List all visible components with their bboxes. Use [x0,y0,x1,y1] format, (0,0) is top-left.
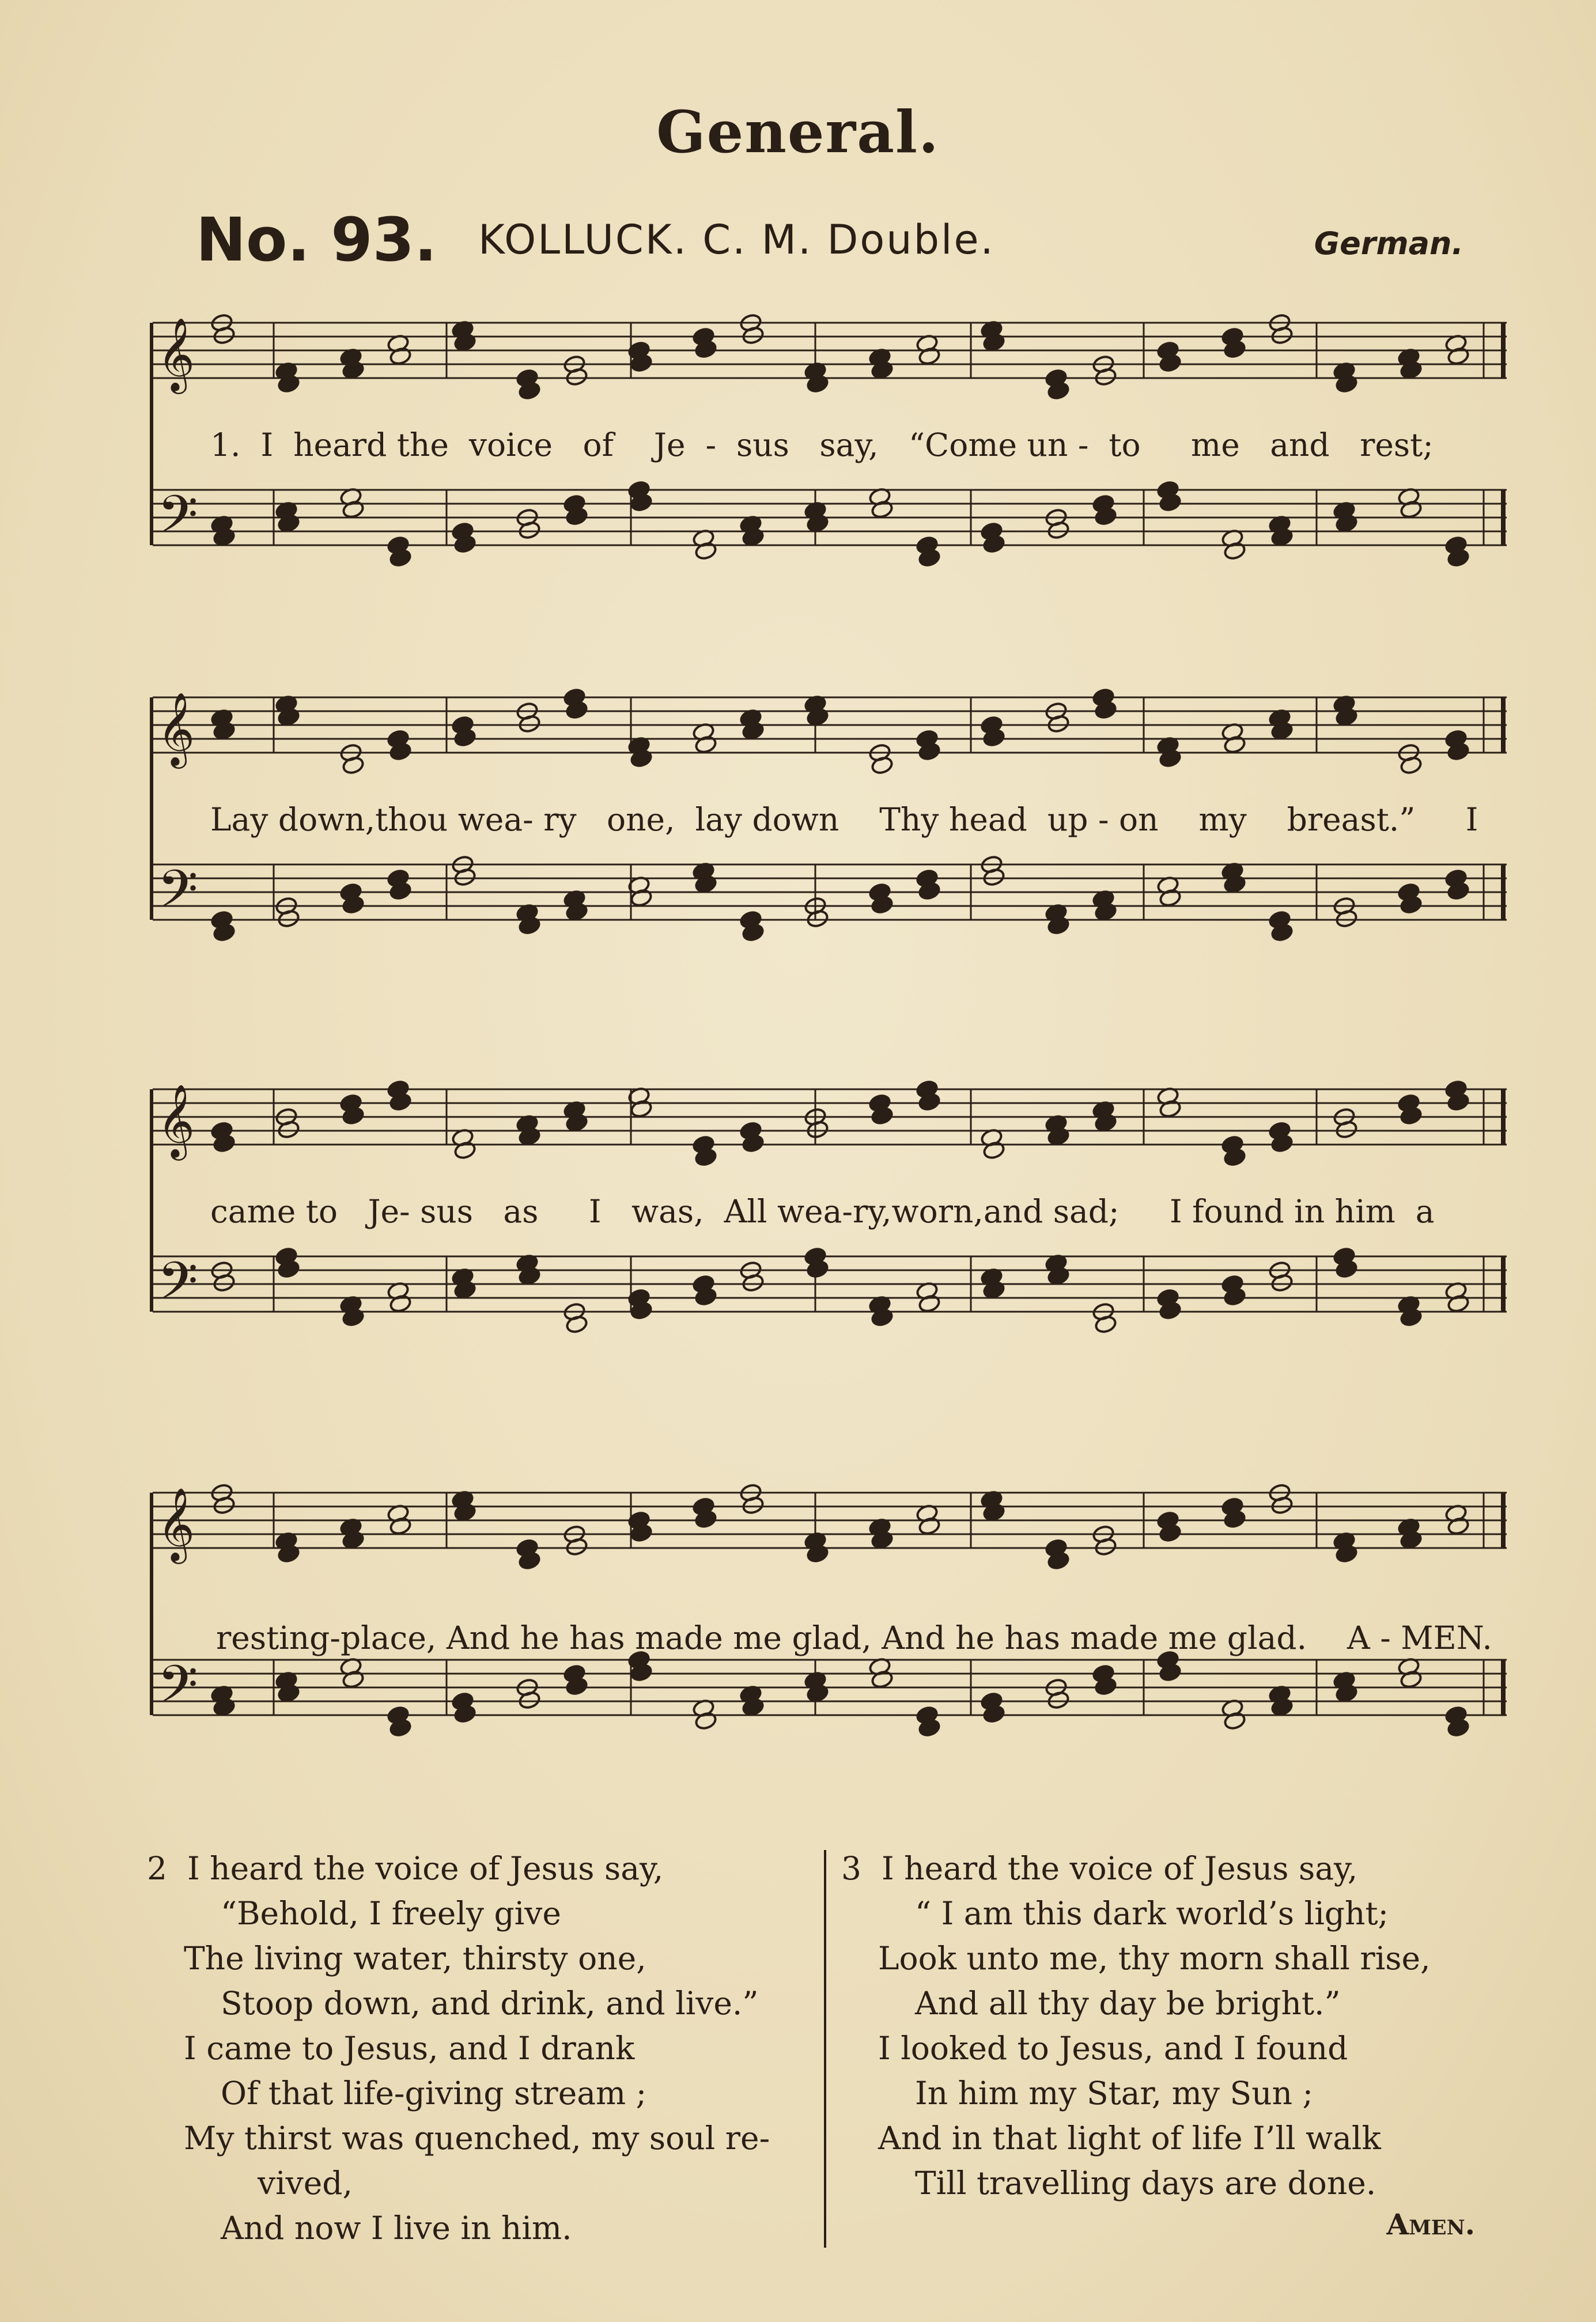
final-bar [1501,1256,1506,1312]
final-bar [1501,1660,1506,1715]
verse-number: 2 [147,1850,167,1887]
treble-clef-icon: 𝄞 [157,1083,195,1157]
final-bar [1501,323,1506,378]
treble-staff [153,1079,1507,1167]
column-divider [824,1850,826,2248]
bass-clef-icon: 𝄢 [157,859,198,932]
bass-staff [153,1650,1507,1738]
tune-source: German. [1314,225,1463,262]
lyric-line-2: Lay down,thou wea- ry one, lay down Thy head up - on my breast.” I [210,801,1478,838]
final-bar [1501,1089,1506,1145]
tune-name: KOLLUCK. C. M. Double. [478,216,995,263]
final-bar [1501,490,1506,545]
verse-line: I heard the voice of Jesus say, [187,1850,664,1887]
verse-line: I heard the voice of Jesus say, [881,1850,1358,1887]
verse-line: Stoop down, and drink, and live.” [221,1985,759,2022]
bass-staff [153,855,1507,942]
treble-clef-icon: 𝄞 [157,317,195,391]
bass-clef-icon: 𝄢 [157,1654,198,1728]
bass-clef-icon: 𝄢 [157,1251,198,1324]
bass-staff [153,480,1507,568]
music-system-1 [141,300,1518,645]
verse-line: My thirst was quenched, my soul re- [184,2120,770,2157]
treble-clef-icon: 𝄞 [157,692,195,765]
verse-line: Till travelling days are done. [915,2165,1376,2202]
section-heading: General. [656,98,940,166]
additional-verses [147,1850,1484,2253]
lyric-line-1: 1. I heard the voice of Je - sus say, “Come un - to me and rest; [210,426,1434,463]
lyric-line-3: came to Je- sus as I was, All wea-ry,worn,and sad; I found in him a [210,1193,1435,1230]
treble-staff [153,1483,1507,1570]
verse-line: And now I live in him. [221,2210,572,2247]
verse-line: I came to Jesus, and I drank [184,2030,635,2067]
music-system-3 [141,1066,1518,1412]
lyric-line-4: resting-place, And he has made me glad, And he has made me glad. A - MEN. [216,1619,1492,1656]
verse-line: “Behold, I freely give [221,1895,561,1932]
verse-line: Look unto me, thy morn shall rise, [878,1940,1431,1977]
verse-line: In him my Star, my Sun ; [915,2075,1314,2112]
verse-line: vived, [258,2165,353,2202]
verse-line: “ I am this dark world’s light; [915,1895,1389,1932]
verse-line: The living water, thirsty one, [184,1940,646,1977]
verse-line: I looked to Jesus, and I found [878,2030,1348,2067]
treble-staff [153,688,1507,775]
verse-2 [147,1850,781,2255]
music-system-2 [141,674,1518,1020]
verse-number: 3 [841,1850,861,1887]
hymn-number: No. 93. [196,205,437,275]
final-bar [1501,864,1506,920]
treble-clef-icon: 𝄞 [157,1487,195,1561]
final-bar [1501,697,1506,753]
verse-3 [841,1850,1475,2241]
verse-line: And in that light of life I’ll walk [878,2120,1381,2157]
treble-staff [153,313,1507,401]
bass-staff [153,1247,1507,1334]
amen-label: Amen. [1386,2207,1475,2241]
final-bar [1501,1493,1506,1548]
verse-line: And all thy day be bright.” [915,1985,1341,2022]
music-system-4 [141,1470,1518,1815]
verse-line: Of that life-giving stream ; [221,2075,647,2112]
hymn-title-row [196,205,1463,280]
bass-clef-icon: 𝄢 [157,484,198,558]
